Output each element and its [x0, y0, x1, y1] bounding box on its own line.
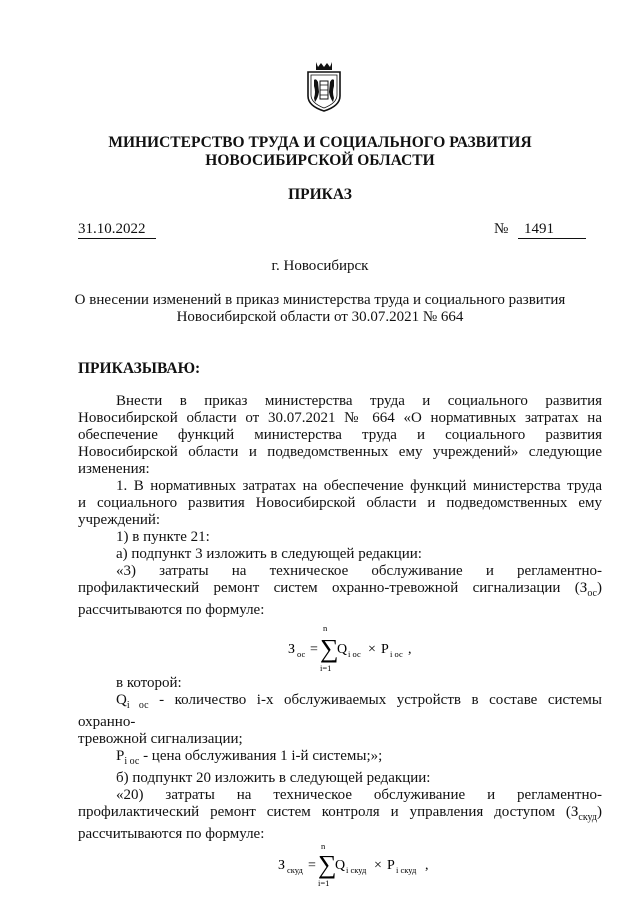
body-line: б) подпункт 20 изложить в следующей редакции:: [116, 770, 431, 786]
body-text: P: [116, 748, 125, 764]
document-type: ПРИКАЗ: [288, 186, 352, 203]
formula-sum-top: n: [323, 623, 328, 633]
body-line: а) подпункт 3 изложить в следующей редакции:: [116, 546, 422, 562]
body-line: [78, 748, 602, 770]
formula-times: ×: [368, 642, 376, 657]
body-line: [78, 692, 602, 731]
subject-line2: Новосибирской области от 30.07.2021 № 664: [176, 309, 464, 325]
body-line: тревожной сигнализации;: [78, 731, 243, 747]
document-date: 31.10.2022: [78, 221, 156, 239]
body-text: - количество i-х обслуживаемых устройств в составе системы охранно-: [78, 692, 602, 730]
body-text: ): [597, 580, 602, 596]
ministry-name-line2: НОВОСИБИРСКОЙ ОБЛАСТИ: [205, 152, 435, 169]
body-line: и социального развития Новосибирской области и подведомственных ему: [78, 495, 602, 511]
formula-tail: ,: [425, 858, 429, 873]
body-text: - цена обслуживания 1 i-й системы;»;: [139, 748, 383, 764]
formula-eq: =: [308, 858, 316, 873]
formula-1: [78, 619, 602, 675]
body-text: профилактический ремонт систем охранно-тревожной сигнализации (З: [78, 580, 588, 596]
formula-lhs: З: [288, 642, 296, 657]
formula-lhs: З: [278, 858, 286, 873]
body-line: «3) затраты на техническое обслуживание и регламентно-: [116, 563, 602, 579]
order-word: ПРИКАЗЫВАЮ:: [78, 360, 201, 377]
document-number-label: №: [494, 221, 509, 237]
formula-lhs-sub: скуд: [287, 865, 303, 875]
coat-of-arms-icon: [302, 58, 346, 113]
body-line: «20) затраты на техническое обслуживание и регламентно-: [116, 787, 602, 803]
body-text: ): [597, 804, 602, 820]
formula-sum-top: n: [321, 843, 326, 851]
document-number: 1491: [518, 221, 586, 239]
subscript: i ос: [124, 756, 140, 767]
sum-icon: ∑: [318, 850, 337, 879]
subject-line1: О внесении изменений в приказ министерства труда и социального развития: [74, 292, 566, 308]
formula-lhs-sub: ос: [297, 649, 306, 659]
body-line: 1) в пункте 21:: [116, 529, 210, 545]
subscript: скуд: [578, 812, 597, 823]
formula-q: Q: [335, 858, 346, 873]
document-subject: [60, 292, 580, 326]
document-body: [78, 393, 602, 889]
document-city: г. Новосибирск: [271, 258, 369, 274]
formula-eq: =: [310, 642, 318, 657]
body-text: Q: [116, 692, 127, 708]
formula-q: Q: [337, 642, 348, 657]
formula-tail: ,: [408, 642, 412, 657]
body-line: Новосибирской области от 30.07.2021 № 664 «О нормативных затратах на: [78, 410, 602, 426]
formula-p-sub: i ос: [390, 649, 403, 659]
body-line: учреждений:: [78, 512, 161, 528]
formula-times: ×: [374, 858, 382, 873]
formula-sum-bottom: i=1: [320, 663, 332, 673]
formula-q-sub: i скуд: [346, 865, 367, 875]
formula-p-sub: i скуд: [396, 865, 417, 875]
body-line: в которой:: [116, 675, 182, 691]
body-line: [78, 804, 602, 826]
formula-p: P: [387, 858, 395, 873]
subscript: ос: [587, 588, 597, 599]
formula-p: P: [381, 642, 389, 657]
formula-sum-bottom: i=1: [318, 878, 330, 888]
body-line: обеспечение функций министерства труда и социального развития: [78, 427, 602, 443]
subscript: i ос: [126, 700, 149, 711]
formula-q-sub: i ос: [348, 649, 361, 659]
sum-icon: ∑: [320, 634, 339, 663]
body-line: 1. В нормативных затратах на обеспечение функций министерства труда: [116, 478, 602, 494]
body-line: изменения:: [78, 461, 150, 477]
body-line: рассчитываются по формуле:: [78, 602, 265, 618]
formula-2: [78, 843, 602, 889]
body-line: [78, 580, 602, 602]
body-line: рассчитываются по формуле:: [78, 826, 265, 842]
ministry-name-line1: МИНИСТЕРСТВО ТРУДА И СОЦИАЛЬНОГО РАЗВИТИЯ: [108, 134, 532, 151]
body-text: профилактический ремонт систем контроля и управления доступом (З: [78, 804, 579, 820]
body-line: Новосибирской области и подведомственных ему учреждений» следующие: [78, 444, 602, 460]
body-line: Внести в приказ министерства труда и социального развития: [116, 393, 602, 409]
